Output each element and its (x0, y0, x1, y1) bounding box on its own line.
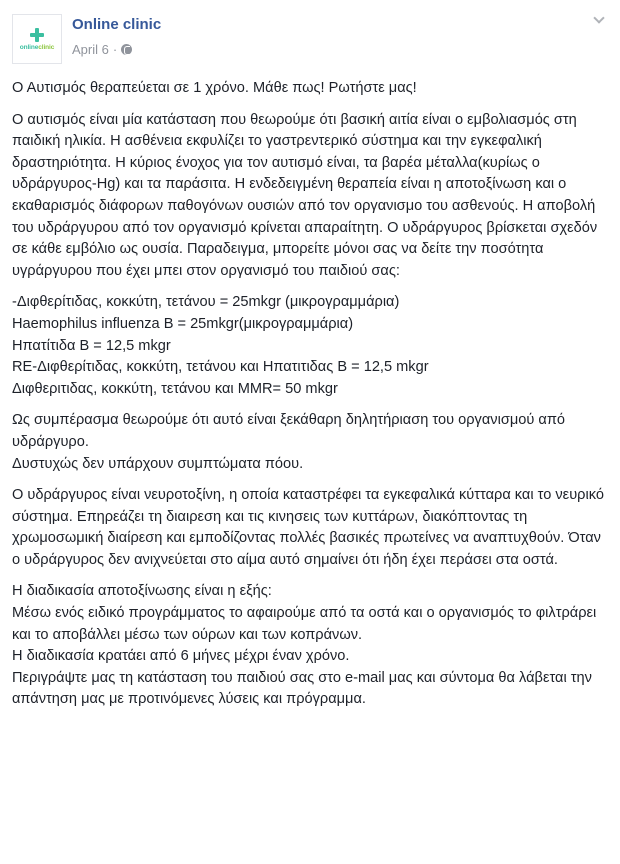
post-line: Δυστυχώς δεν υπάρχουν συμπτώματα πόου. (12, 455, 304, 472)
post-body (12, 78, 608, 721)
post-paragraph-intro (12, 110, 608, 283)
post-paragraph-vaccine-list (12, 292, 608, 400)
post-header (10, 12, 610, 68)
post-paragraph-headline (12, 78, 608, 100)
post-line: Η διαδικασία κρατάει από 6 μήνες μέχρι έναν χρόνο. (12, 648, 350, 665)
post-line: Διφθεριτιδας, κοκκύτη, τετάνου και MMR= 50 mkgr (12, 380, 338, 397)
post-line: Η διαδικασία αποτοξίνωσης είναι η εξής: (12, 583, 272, 600)
avatar[interactable] (12, 14, 62, 64)
globe-icon[interactable] (121, 44, 132, 55)
post-line: RE-Διφθερίτιδας, κοκκύτη, τετάνου και Ηπατιτιδας B = 12,5 mkgr (12, 359, 429, 376)
post-line: -Διφθερίτιδας, κοκκύτη, τετάνου = 25mkgr (μικρογραμμάρια) (12, 294, 400, 311)
post-line: Ηπατίτιδα B = 12,5 mkgr (12, 337, 171, 354)
medical-cross-icon (30, 28, 44, 42)
post-line: Ο αυτισμός είναι μία κατάσταση που θεωρούμε ότι βασική αιτία είναι ο εμβολιασμός στη παιδική ηλικία. Η ασθένεια εκφυλίζει το γαστρεντερικό σύστημα και την εγκεφαλική δραστηριότητα. Η κύριος ένοχος για τον αυτισμό είναι, τα βαρέα μέταλλα(κυρίως ο υδράργυρος-Hg) και τα παράσιτα. Η ενδεδειγμένη θεραπεία είναι η αποτοξίνωση και ο εκαθαρισμός διάφορων παθογόνων ουσιών από τον οργανισμο του ασθενούς. Η αποβολή του υδράργυρου από τον οργανισμό κρίνεται απαραίτητη. Ο υδράργυρος βρίσκεται σχεδόν σε κάθε εμβόλιο ως ουσία. Παραδειγμα, μπορείτε μόνοι σας να δείτε την ποσότητα υγράργυρου που έχει μπει στον οργανισμό του παιδιού σας: (12, 111, 598, 279)
post-line: Ως συμπέρασμα θεωρούμε ότι αυτό είναι ξεκάθαρη δηλητήριαση του οργανισμού από υδράργυρο. (12, 412, 566, 450)
post-line: Ο Αυτισμός θεραπεύεται σε 1 χρόνο. Μάθε πως! Ρωτήστε μας! (12, 80, 417, 96)
page-name-link[interactable]: Online clinic (72, 16, 162, 33)
post-line: Haemophilus influenza B = 25mkgr(μικρογραμμάρια) (12, 315, 354, 332)
post-line: Ο υδράργυρος είναι νευροτοξίνη, η οποία καταστρέφει τα εγκεφαλικά κύτταρα και το νευρικό σύστημα. Επηρεάζει τη διαιρεση και τις κινησεις των κυττάρων, διακόπτοντας τη χρωμοσωμική διαίρεση και εμποδίζοντας πολλές βασικές πρωτείνες να αναπτυχθούν. Όταν ο υδράργυρος δεν ανιχνεύεται στο αίμα αυτό σημαίνει ότι ήδη έχει περάσει στα οστά. (12, 487, 604, 568)
meta-separator: · (112, 42, 118, 57)
post-line: Περιγράψτε μας τη κατάσταση του παιδιού σας στο e-mail μας και σύντομα θα λάβεται την απάντηση μας με προτινόμενες λύσεις και πρόγραμμα. (12, 669, 592, 708)
post-paragraph-neurotoxin (12, 485, 608, 571)
post-paragraph-conclusion (12, 410, 608, 475)
post-line: Μέσω ενός ειδικό προγράμματος το αφαιρούμε από τα οστά και ο οργανισμός το φιλτράρει και το αποβάλλει μέσω των ούρων και των κοπράνων. (12, 605, 597, 643)
post-paragraph-process (12, 581, 608, 711)
post-meta (72, 42, 132, 57)
post-date-link[interactable]: April 6 (72, 42, 109, 57)
logo-text: onlineclinic (19, 43, 55, 51)
chevron-down-icon[interactable] (592, 14, 606, 24)
